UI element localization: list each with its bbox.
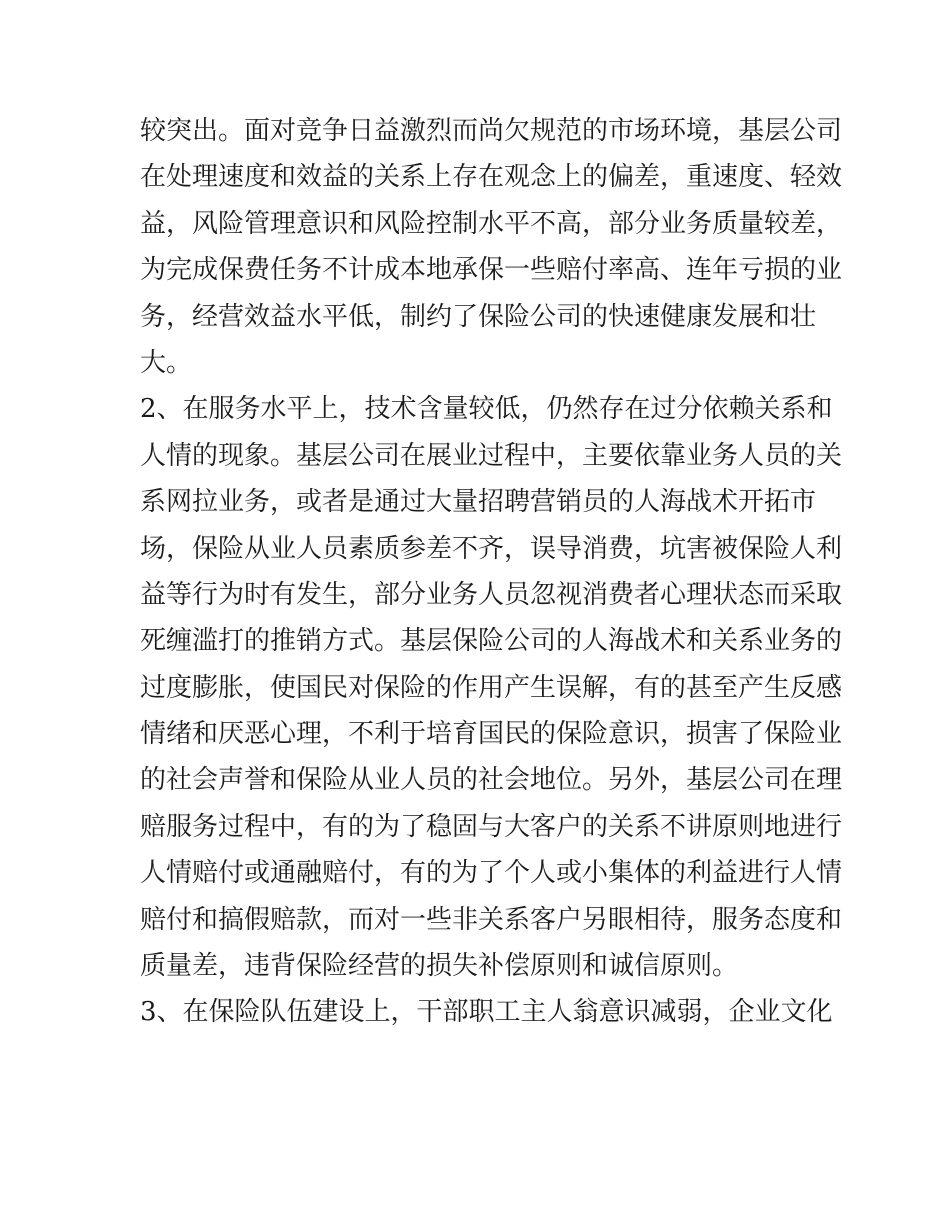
text-line: 人情赔付或通融赔付，有的为了个人或小集体的利益进行人情 [140,858,843,889]
body-text [140,108,843,1036]
text-line: 在处理速度和效益的关系上存在观念上的偏差，重速度、轻效 [140,162,843,193]
text-line: 为完成保费任务不计成本地承保一些赔付率高、连年亏损的业 [140,255,843,286]
text-line: 死缠滥打的推销方式。基层保险公司的人海战术和关系业务的 [140,626,843,657]
text-line: 赔服务过程中，有的为了稳固与大客户的关系不讲原则地进行 [140,811,843,842]
text-line: 场，保险从业人员素质参差不齐，误导消费，坑害被保险人利 [140,533,843,564]
text-line: 3、在保险队伍建设上，干部职工主人翁意识减弱，企业文化 [140,997,833,1028]
text-line: 益等行为时有发生，部分业务人员忽视消费者心理状态而采取 [140,579,843,610]
text-line: 人情的现象。基层公司在展业过程中，主要依靠业务人员的关 [140,440,843,471]
text-line: 的社会声誉和保险从业人员的社会地位。另外，基层公司在理 [140,765,843,796]
text-line: 过度膨胀，使国民对保险的作用产生误解，有的甚至产生反感 [140,672,843,703]
text-line: 系网拉业务，或者是通过大量招聘营销员的人海战术开拓市 [140,487,817,518]
text-line: 益，风险管理意识和风险控制水平不高，部分业务质量较差， [140,208,843,239]
text-line: 质量差，违背保险经营的损失补偿原则和诚信原则。 [140,951,739,982]
text-line: 较突出。面对竞争日益激烈而尚欠规范的市场环境，基层公司 [140,116,843,146]
text-line: 务，经营效益水平低，制约了保险公司的快速健康发展和壮 [140,301,817,332]
text-line: 情绪和厌恶心理，不利于培育国民的保险意识，损害了保险业 [140,719,843,750]
text-line: 大。 [140,347,193,378]
text-line: 2、在服务水平上，技术含量较低，仍然存在过分依赖关系和 [140,394,833,425]
text-line: 赔付和搞假赔款，而对一些非关系客户另眼相待，服务态度和 [140,904,843,935]
